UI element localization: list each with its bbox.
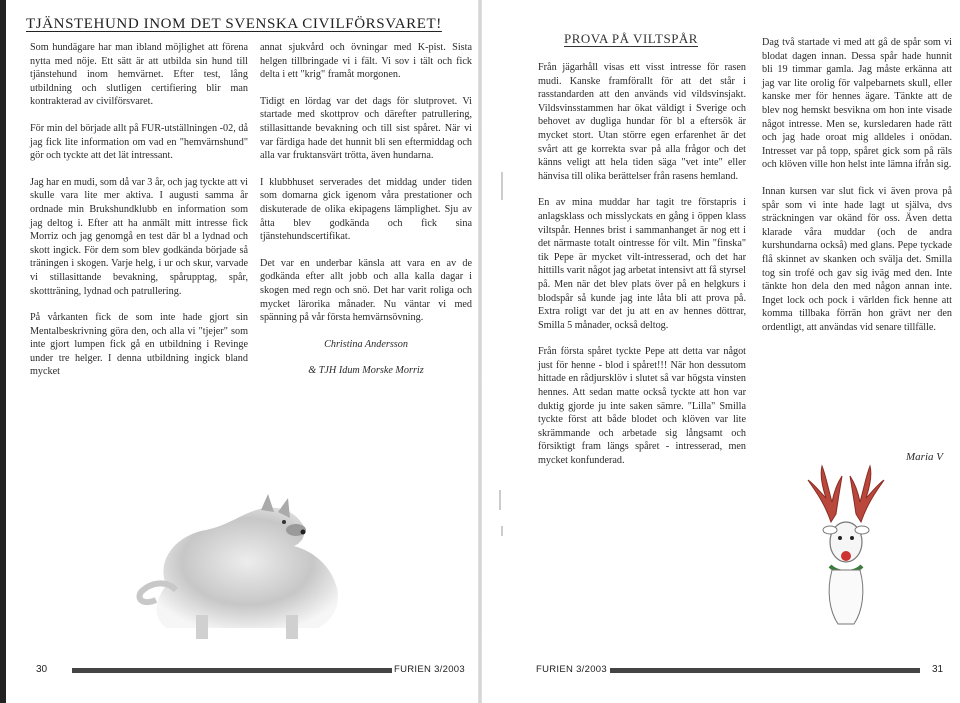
paragraph: För min del började allt på FUR-utställningen -02, då jag fick lite information om vad en "hemvärnshund" gör och tyckte att det lät intressant. bbox=[30, 122, 248, 162]
left-column-1 bbox=[30, 41, 248, 392]
paragraph: Det var en underbar känsla att vara en av de godkända efter allt jobb och alla kalla dagar i skogen med regn och snö. Det har varit roliga och mycket lärorika månader. Nu väntar vi med spänning på vår första hemvärnsövning. bbox=[260, 257, 472, 324]
scan-artifacts bbox=[482, 160, 522, 540]
paragraph: Från första spåret tyckte Pepe att detta var något just för henne - blod i spåret!!! När hon dessutom hittade en rådjursklöv i slutet så var högsta vinsten hennes. Att sedan matte också tyckte att hon var duktig gjorde ju inte saken sämre. "Lilla" Smilla tyckte först att både blodet och klöven var lite skrämmande och arbetade sig långsamt och försiktigt fram längs spåret - intresserad, men mycket konfunderad. bbox=[538, 346, 746, 467]
page-number: 31 bbox=[932, 664, 944, 675]
left-page bbox=[8, 0, 474, 703]
binding-edge bbox=[0, 0, 6, 703]
paragraph: annat sjukvård och övningar med K-pist. Sista helgen tillbringade vi i fält. Vi sov i tält och fick delta i ett "krig" framåt morgonen. bbox=[260, 42, 472, 81]
magazine-issue: FURIEN 3/2003 bbox=[536, 664, 607, 675]
article-title: TJÄNSTEHUND INOM DET SVENSKA CIVILFÖRSVARET! bbox=[26, 16, 442, 32]
paragraph: Jag har en mudi, som då var 3 år, och jag tyckte att vi skulle vara lite mer aktiva. I augusti samma år ordnade min Brukshundklubb en information som jag deltog i. Efter att ha anmält mitt intresse fick Morriz och jag genomgå en test där bl a lydnad och skott ingick. För dem som blev godkända började så träningen i skogen. Varje helg, i ur och skur, varvade vi stillasittande bevakning, spårupptag, spår, skottträning, lydnad och patrullering. bbox=[30, 176, 248, 297]
paragraph: En av mina muddar har tagit tre förstapris i anlagsklass och misslyckats en gång i öppen klass viltspår. Hennes brist i sammanhanget är nog ett i det närmaste totalt ointresse för vilt. Min "finska" tik Pepe är mycket vilt-intresserad, och det har hittills varit något jag arbetat intensivt att få styrsel på. Men när det blev plats över på en helgkurs i blodspår så kunde jag inte låta bli att prova på. Extra roligt var det ju att en av hennes döttrar, Smilla 5 månader, också deltog. bbox=[538, 197, 746, 331]
footer-rule bbox=[72, 668, 392, 673]
dog-signature: & TJH Idum Morske Morriz bbox=[308, 365, 424, 377]
page-number: 30 bbox=[36, 664, 48, 675]
paragraph: I klubbhuset serverades det middag under tiden som domarna gick igenom våra prestationer och diskuterade de olika ekipagens lämplighet. Sju av åtta blev godkända och fick sina tjänstehundscertifikat. bbox=[260, 176, 472, 243]
paragraph: Dag två startade vi med att gå de spår som vi blodat dagen innan. Dessa spår hade hunnit bli 19 timmar gamla. Jag måste erkänna att jag var lite orolig för valpebarnets skull, eller kanske mer för hennes ägare. Tänkte att de blev nog hemskt besvikna om hon inte visade något intresse. Men se, kursledaren hade rätt och jag hade oroat mig alldeles i onödan. Intresset var på topp, spåret gick som på räls och klöven ville hon helst inte lämna ifrån sig. bbox=[762, 37, 952, 171]
reindeer-illustration bbox=[786, 462, 906, 632]
dog-photo bbox=[96, 490, 388, 650]
paragraph: Som hundägare har man ibland möjlighet att förena nytta med nöje. Ett sätt är att utbilda sin hund till tjänstehund inom hemvärnet. Efter test, lång utbildning och slutligen certifiering blir man kontrakterad av civilförsvaret. bbox=[30, 42, 248, 108]
paragraph: På vårkanten fick de som inte hade gjort sin Mentalbeskrivning göra den, och alla vi "tjejer" som inte gjort lumpen fick gå en utbildning i Revinge under tre helger. I denna utbildning ingick bland mycket bbox=[30, 312, 248, 378]
footer-rule bbox=[610, 668, 920, 673]
paragraph: Tidigt en lördag var det dags för slutprovet. Vi startade med skottprov och därefter patrullering, stillasittande bevakning och till sist spåret. När vi var färdiga hade det hunnit bli sen eftermiddag och alla var fruktansvärt trötta, även hundarna. bbox=[260, 95, 472, 162]
author-signature: Christina Andersson bbox=[324, 338, 408, 350]
magazine-issue: FURIEN 3/2003 bbox=[394, 664, 465, 675]
right-column-1 bbox=[538, 61, 746, 481]
article-title: PROVA PÅ VILTSPÅR bbox=[564, 31, 698, 46]
author-signature: Maria V bbox=[906, 451, 943, 463]
right-column-2 bbox=[762, 36, 952, 347]
right-page bbox=[486, 0, 956, 703]
paragraph: Innan kursen var slut fick vi även prova på spår som vi inte hade lagt ut själva, dvs sträckningen var okänd för oss. Även detta klarade våra muddar (och de andra kurshundarna också) med glans. Pepe tyckade flå skinnet av skanken och svälja det. Smilla tog sin trofé och gav sig iväg med den. Inte tänkte hon dela den med någon annan inte. Inget lock och pock i världen fick henne att komma tillbaka förrän hon grävt ner den ordentligt, att användas vid senare tillfälle. bbox=[762, 185, 952, 333]
paragraph: Från jägarhåll visas ett visst intresse för rasen mudi. Kanske framförallt för att det står i rasstandarden att den används vid vildsvinsjakt. Vildsvinsstammen har ökat väldigt i Sverige och behovet av dugliga hundar för bl a eftersök är mycket stort. Utan större egen erfarenhet är det svårt att ge korrekta svar på alla frågor och det känns veligt att hela tiden säga "vet inte" eller hänvisa till olika berättelser från rasens hemland. bbox=[538, 62, 746, 182]
left-column-2 bbox=[260, 41, 472, 391]
